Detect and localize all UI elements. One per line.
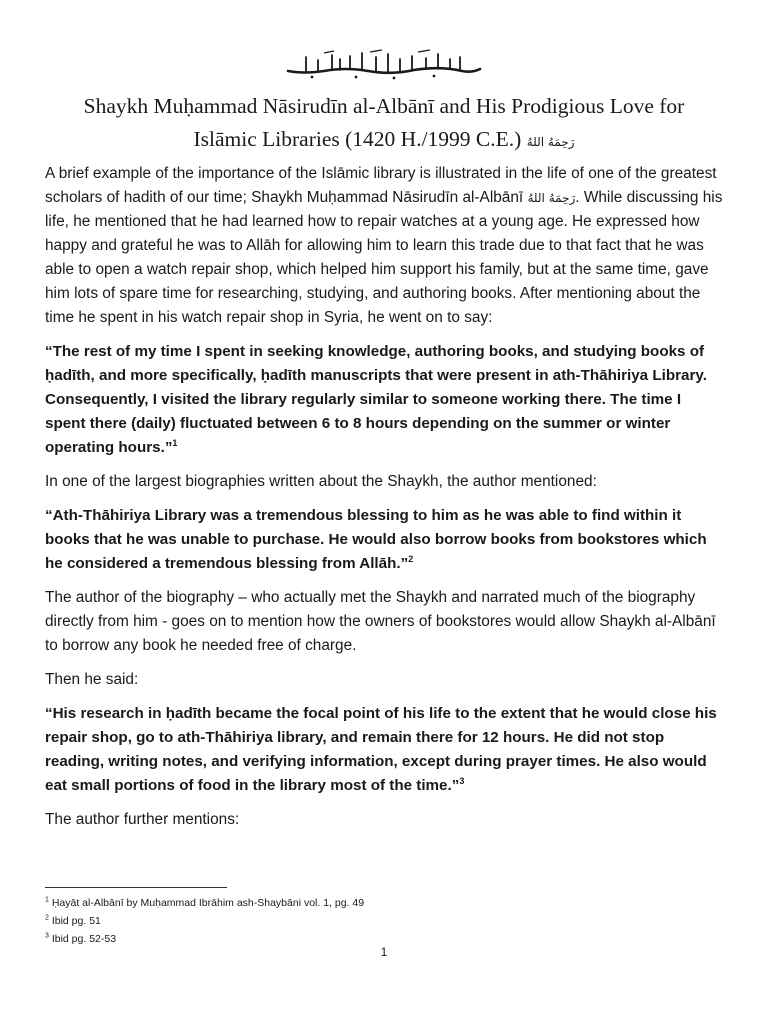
footnote-2-number: 2 [45, 914, 49, 922]
quote-1 [45, 340, 723, 460]
footnotes [45, 894, 723, 948]
footnote-2 [45, 912, 723, 930]
footnote-3-number: 3 [45, 932, 49, 940]
footnote-3-text: Ibid pg. 52-53 [51, 933, 117, 945]
footnote-1 [45, 894, 723, 912]
intro-text-1: A brief example of the importance of the Islāmic library is illustrated in the life of one of the greatest scholars of hadith of our time; Shaykh Muḥammad Nāsirudīn al-Albānī [45, 165, 717, 206]
title-honorific: رَحِمَهُ اللهُ [526, 135, 575, 149]
quote-3 [45, 702, 723, 798]
basmala-calligraphy-icon [284, 47, 484, 81]
page-number: 1 [380, 945, 388, 959]
quote-3-text: “His research in ḥadīth became the focal point of his life to the extent that he would close his repair shop, go to ath-Thāhiriya library, and remain there for 12 hours. He did not stop reading, writing notes, and verifying information, except during prayer times. He also would eat small portions of food in the library most of the time.” [45, 705, 717, 794]
quote-2-text: “Ath-Thāhiriya Library was a tremendous blessing to him as he was able to find within it books that he was unable to purchase. He would also borrow books from bookstores which he considered a tremendous blessing from Allāh.” [45, 507, 707, 572]
footnote-divider [45, 887, 227, 888]
document-body [45, 162, 723, 842]
footnote-2-text: Ibid pg. 51 [51, 915, 101, 927]
title-line-1: Shaykh Muḥammad Nāsirudīn al-Albānī and His Prodigious Love for [83, 94, 685, 118]
footnote-1-number: 1 [45, 896, 49, 904]
paragraph-5: The author further mentions: [45, 811, 240, 828]
paragraph-3: The author of the biography – who actually met the Shaykh and narrated much of the biography directly from him - goes on to mention how the owners of bookstores would allow Shaykh al-Albānī to borrow any book he needed free of charge. [45, 589, 716, 654]
footnote-ref-2[interactable]: 2 [408, 553, 414, 564]
quote-2 [45, 504, 723, 576]
footnote-1-text: Ḥayāt al-Albānī by Muḥammad Ibrāhim ash-Shaybāni vol. 1, pg. 49 [51, 897, 365, 909]
paragraph-4: Then he said: [45, 671, 139, 688]
basmala-calligraphy [45, 48, 723, 80]
footnote-ref-3[interactable]: 3 [459, 775, 465, 786]
page-title [45, 90, 723, 159]
paragraph-2: In one of the largest biographies written about the Shaykh, the author mentioned: [45, 473, 597, 490]
intro-honorific: رَحِمَهُ اللهُ [527, 191, 576, 205]
footnote-ref-1[interactable]: 1 [172, 437, 178, 448]
intro-text-2: . While discussing his life, he mentioned that he had learned how to repair watches at a young age. He expressed how happy and grateful he was to Allāh for allowing him to learn this trade due to that fact that he was able to open a watch repair shop, which helped him support his family, but at the same time, gave him lots of spare time for researching, studying, and authoring books. After mentioning about the time he spent in his watch repair shop in Syria, he went on to say: [45, 189, 723, 326]
intro-paragraph [45, 162, 723, 330]
quote-1-text: “The rest of my time I spent in seeking knowledge, authoring books, and studying books of ḥadīth, and more specifically, ḥadīth manuscripts that were present in ath-Thāhiriya Library. Consequently, I visited the library regularly similar to someone working there. The time I spent there (daily) fluctuated between 6 to 8 hours depending on the summer or winter operating hours.” [45, 343, 707, 456]
title-line-2 [45, 123, 723, 159]
title-line-2-text: Islāmic Libraries (1420 H./1999 C.E.) [193, 127, 522, 151]
